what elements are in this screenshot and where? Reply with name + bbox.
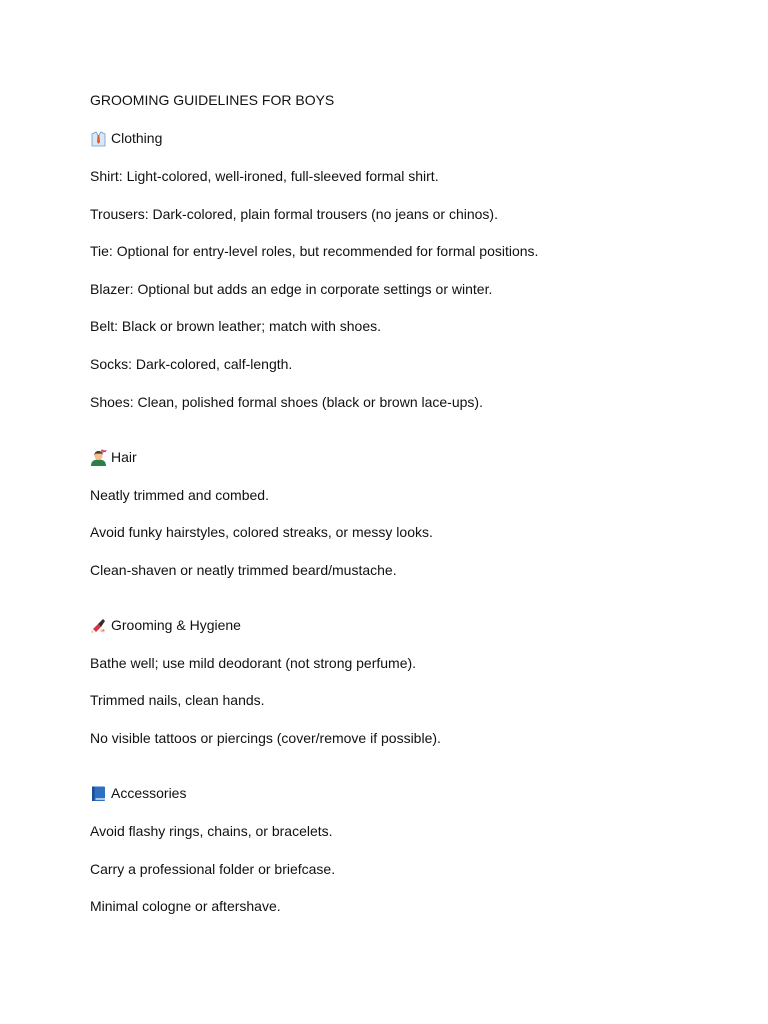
section-heading-label: Grooming & Hygiene	[111, 616, 241, 633]
section-hair	[90, 449, 730, 579]
list-item: Minimal cologne or aftershave.	[90, 898, 281, 915]
list-item: Blazer: Optional but adds an edge in corporate settings or winter.	[90, 280, 493, 297]
list-item: Tie: Optional for entry-level roles, but recommended for formal positions.	[90, 243, 539, 260]
list-item: Socks: Dark-colored, calf-length.	[90, 355, 293, 372]
list-item: Shoes: Clean, polished formal shoes (black or brown lace-ups).	[90, 393, 483, 410]
list-item: Shirt: Light-colored, well-ironed, full-sleeved formal shirt.	[90, 168, 439, 184]
section-heading	[90, 449, 730, 466]
list-item: Trimmed nails, clean hands.	[90, 692, 265, 709]
section-accessories	[90, 785, 730, 915]
section-heading-label: Accessories	[111, 784, 187, 801]
list-item: No visible tattoos or piercings (cover/remove if possible).	[90, 729, 441, 746]
section-heading-label: Clothing	[111, 130, 163, 146]
document-title: GROOMING GUIDELINES FOR BOYS	[90, 92, 335, 108]
necktie-shirt-icon	[90, 130, 107, 147]
section-heading	[90, 617, 730, 634]
section-heading-label: Hair	[111, 448, 137, 465]
list-item: Bathe well; use mild deodorant (not strong perfume).	[90, 654, 417, 671]
section-heading	[90, 785, 730, 802]
list-item: Neatly trimmed and combed.	[90, 486, 269, 503]
section-heading	[90, 130, 730, 147]
section-clothing	[90, 130, 730, 411]
list-item: Carry a professional folder or briefcase.	[90, 860, 336, 877]
list-item: Avoid funky hairstyles, colored streaks, or messy looks.	[90, 524, 433, 541]
list-item: Clean-shaven or neatly trimmed beard/mustache.	[90, 561, 397, 578]
blue-book-icon	[90, 785, 107, 802]
man-getting-haircut-icon	[90, 449, 107, 466]
nail-polish-icon	[90, 617, 107, 634]
document-body	[90, 92, 730, 915]
list-item: Belt: Black or brown leather; match with shoes.	[90, 318, 382, 335]
section-grooming-hygiene	[90, 617, 730, 747]
list-item: Trousers: Dark-colored, plain formal trousers (no jeans or chinos).	[90, 205, 498, 222]
list-item: Avoid flashy rings, chains, or bracelets.	[90, 822, 333, 839]
